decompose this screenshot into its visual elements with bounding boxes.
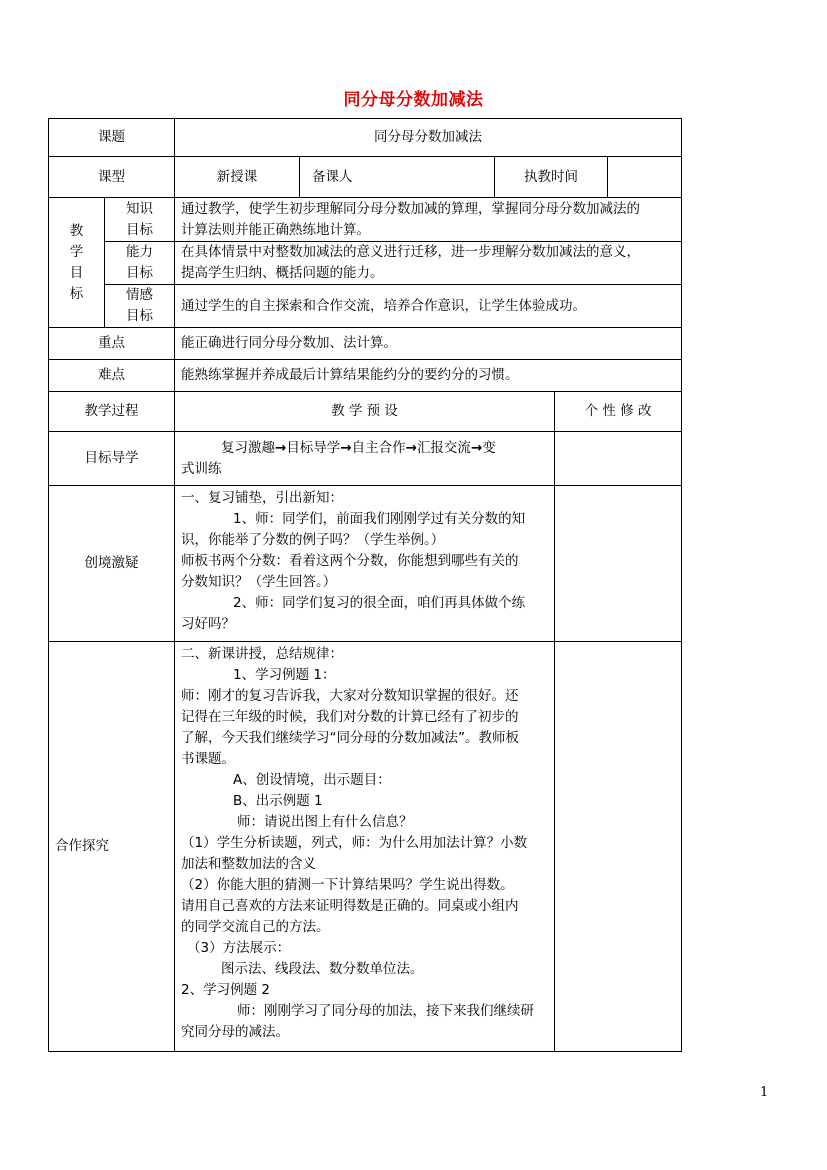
chuangjing-personal <box>555 486 682 642</box>
page-number: 1 <box>760 1085 769 1100</box>
row-mubiao <box>49 432 682 486</box>
beike-label: 备课人 <box>300 157 495 198</box>
knowledge-goal-text: 通过教学，使学生初步理解同分母分数加减的算理，掌握同分母分数加减法的 计算法则并能正确熟练地计算。 <box>175 198 682 242</box>
zhijiao-label: 执教时间 <box>495 157 608 198</box>
row-kexing <box>49 157 682 198</box>
nandian-value: 能熟练掌握并养成最后计算结果能约分的要约分的习惯。 <box>175 360 682 392</box>
lesson-plan-table <box>48 118 682 1052</box>
arrow-right-icon: → <box>275 439 287 456</box>
knowledge-goal-label: 知识 目标 <box>105 198 175 242</box>
arrow-right-icon: → <box>405 439 417 456</box>
zhongdian-value: 能正确进行同分母分数加、法计算。 <box>175 328 682 360</box>
process-header: 教学过程 <box>49 392 175 432</box>
arrow-right-icon: → <box>340 439 352 456</box>
page-title: 同分母分数加减法 <box>343 90 484 110</box>
mubiao-personal <box>555 432 682 486</box>
hezuo-label: 合作探究 <box>49 642 175 1052</box>
row-hezuo <box>49 642 682 1052</box>
row-header <box>49 392 682 432</box>
goals-label: 教 学 目 标 <box>49 198 105 328</box>
ability-goal-text: 在具体情景中对整数加减法的意义进行迁移，进一步理解分数加减法的意义， 提高学生归纳、概括问题的能力。 <box>175 242 682 285</box>
nandian-label: 难点 <box>49 360 175 392</box>
keti-label: 课题 <box>49 119 175 157</box>
keti-value: 同分母分数加减法 <box>175 119 682 157</box>
row-goal-knowledge <box>49 198 682 242</box>
zhongdian-label: 重点 <box>49 328 175 360</box>
kexing-label: 课型 <box>49 157 175 198</box>
emotion-goal-text: 通过学生的自主探索和合作交流，培养合作意识，让学生体验成功。 <box>175 285 682 328</box>
mubiao-label: 目标导学 <box>49 432 175 486</box>
row-goal-emotion <box>49 285 682 328</box>
chuangjing-label: 创境激疑 <box>49 486 175 642</box>
emotion-goal-label: 情感 目标 <box>105 285 175 328</box>
ability-goal-label: 能力 目标 <box>105 242 175 285</box>
design-header: 教 学 预 设 <box>175 392 555 432</box>
zhijiao-value <box>608 157 682 198</box>
row-keti <box>49 119 682 157</box>
personal-header: 个 性 修 改 <box>555 392 682 432</box>
hezuo-content: 二、新课讲授，总结规律： 1、学习例题 1： 师：刚才的复习告诉我，大家对分数知识掌握的很好。还 记得在三年级的时候，我们对分数的计算已经有了初步的 了解，今天我们继续学习“同分母的分数加减法”。教师板 书课题。 A、创设情境，出示题目： B、出示例题 1 师：请说出图上有什么信息？ （1）学生分析读题，列式，师：为什么用加法计算？小数 加法和整数加法的含义 （2）你能大胆的猜测一下计算结果吗？学生说出得数。 请用自己喜欢的方法来证明得数是正确的。同桌或小组内 的同学交流自己的方法。 （3）方法展示： 图示法、线段法、数分数单位法。 2、学习例题 2 师：刚刚学习了同分母的加法，接下来我们继续研 究同分母的减法。 <box>175 642 555 1052</box>
arrow-right-icon: → <box>470 439 483 456</box>
chuangjing-content: 一、复习铺垫，引出新知： 1、师：同学们，前面我们刚刚学过有关分数的知 识，你能举了分数的例子吗？（学生举例。） 师板书两个分数：看着这两个分数，你能想到哪些有关的 分数知识？（学生回答。） 2、师：同学们复习的很全面，咱们再具体做个练 习好吗？ <box>175 486 555 642</box>
hezuo-personal <box>555 642 682 1052</box>
row-chuangjing <box>49 486 682 642</box>
row-nandian <box>49 360 682 392</box>
kexing-type: 新授课 <box>175 157 300 198</box>
mubiao-steps: 复习激趣→目标导学→自主合作→汇报交流→变 式训练 <box>175 432 555 486</box>
row-zhongdian <box>49 328 682 360</box>
row-goal-ability <box>49 242 682 285</box>
